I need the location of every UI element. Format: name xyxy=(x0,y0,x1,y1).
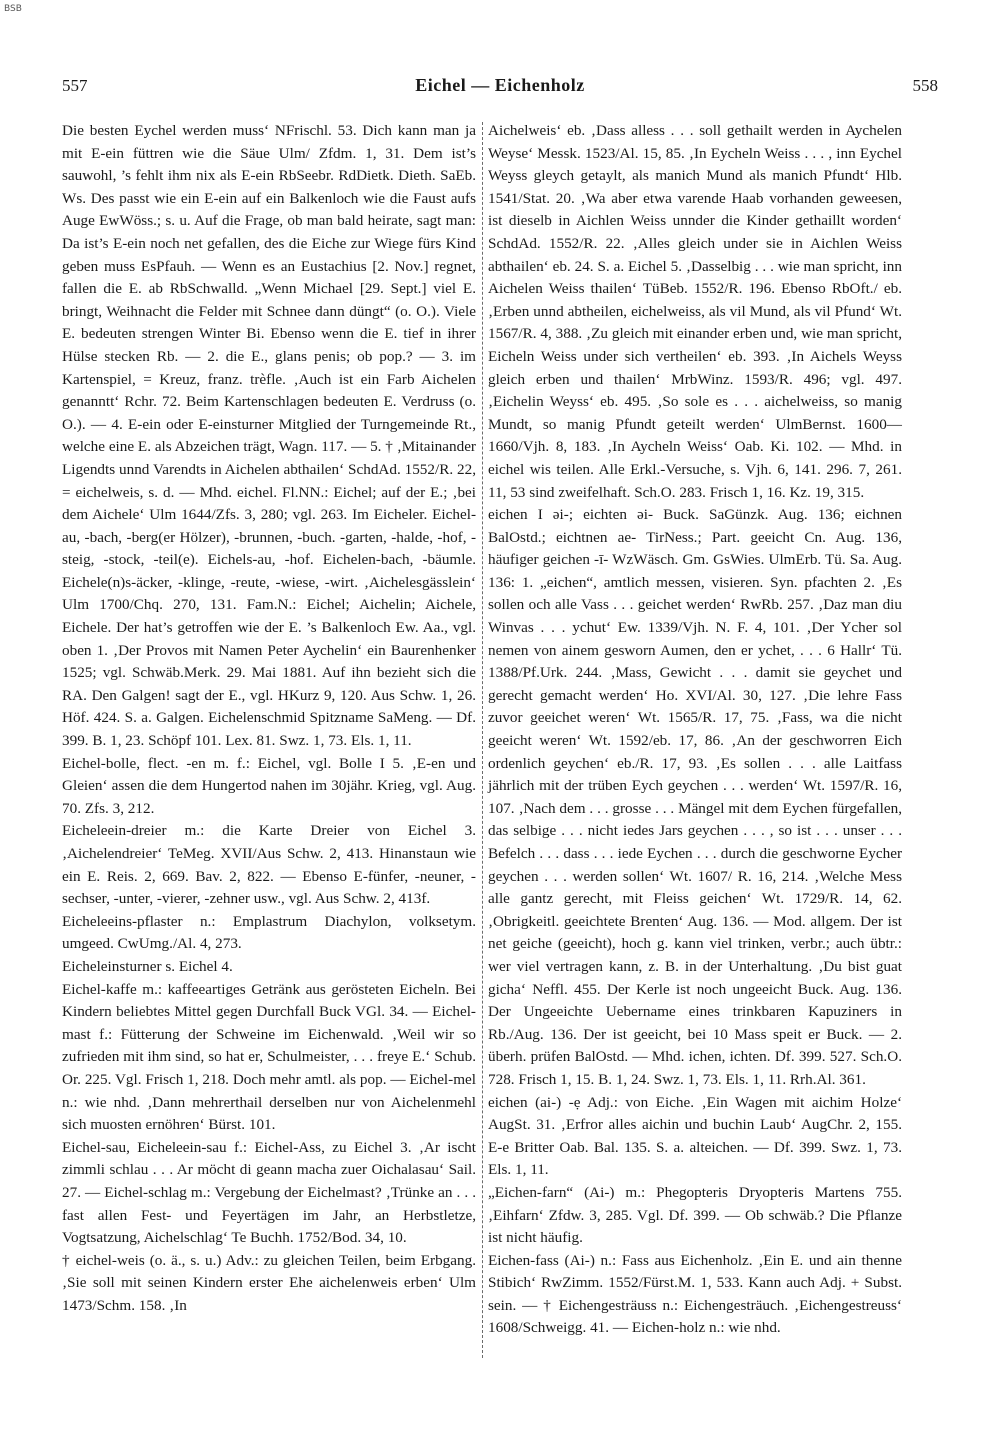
running-title: Eichel — Eichenholz xyxy=(415,75,585,95)
entry-eicheleins-pflaster: Eicheleeins-pflaster n.: Emplastrum Diachylon, volksetym. umgeed. CwUmg./Al. 4, 273. xyxy=(62,912,476,953)
column-divider xyxy=(482,122,483,1358)
entry-eichen-verb: eichen I əi-; eichten əi- Buck. SaGünzk. Aug. 136; eichnen BalOstd.; eichtnen ae- TirNess.; Part. geeicht Cn. Aug. 136, häufiger geichen -ī- WzWäsch. Gm. GsWies. UlmErb. Tü. Sa. Aug. 136: 1. „eichen“, amtlich messen, visieren. Syn. pfachten 2. ‚Es sollen och alle Vass . . . geichet werden‘ RwRb. 257. ‚Daz man diu Winvas . . . ychut‘ Ew. 1339/Vjh. N. F. 4, 101. ‚Der Ycher sol nemen von ainem gesworn Aumen, den er ychet, . . . 6 Hallr‘ Tü. 1388/Pf.Urk. 244. ‚Mass, Gewicht . . . damit sie geychet und gerecht gemacht werden‘ Ho. XVI/Al. 30, 127. ‚Die lehre Fass zuvor geeichet weren‘ Wt. 1565/R. 17, 75. ‚Fass, wa die nicht geeicht weren‘ Wt. 1592/eb. 17, 86. ‚An der geschworren Eich ordenlich geychen‘ eb./R. 17, 93. ‚Es sollen . . . alle Laitfass jährlich mit der trüben Eych geychen . . . werden‘ Wt. 1597/R. 16, 107. ‚Nach dem . . . grosse . . . Mängel mit dem Eychen fürgefallen, das selbige . . . nicht iedes Jars geychen . . . , so ist . . . unser . . . Befelch . . . dass . . . iede Eychen . . . durch die geschworne Eycher geychen . . . werden sollen‘ Wt. 1607/ R. 16, 214. ‚Welche Mess alle gantz gerecht, mit Fleiss geichen‘ Wt. 1729/R. 14, 62. ‚Obrigkeitl. geeichtete Brenten‘ Aug. 136. — Mod. allgem. Der ist net geiche (geeicht), hoch g. kann viel trinken, verbr.; auch übtr.: wer viel vertragen kann, z. B. in der Unterhaltung. ‚Du bist guat gicha‘ Neffl. 455. Der Kerle ist noch ungeeicht Buck. Aug. 136. Der Ungeeichte Uebername eines trinkbaren Kapuziners in Rb./Aug. 136. Der ist geeicht, bei 10 Mass speit er Buck. — 2. überh. prüfen BalOstd. — Mhd. ichen, ichten. Df. 399. 527. Sch.O. 728. Frisch 1, 15. B. 1, 24. Swz. 1, 73. Els. 1, 11. Rrh.Al. 361. xyxy=(488,506,902,1088)
page-number-right: 558 xyxy=(912,76,938,95)
page-header xyxy=(62,76,938,102)
right-column xyxy=(488,120,902,1340)
entry-eichel-weis-continued: Aichelweis‘ eb. ‚Dass alless . . . soll gethailt werden in Aychelen Weyse‘ Messk. 1523/Al. 15, 85. ‚In Eycheln Weiss . . . , inn Eychel Weyss gleych getaylt, als manich Mund als manich Pfundt‘ Hlb. 1541/Stat. 20. ‚Wa aber etwa varende Haab vorhanden geweesen, ist dieselb in Aichlen Weiss unnder die Kinder gethaillt worden‘ SchdAd. 1552/R. 22. ‚Alles gleich under sie in Aichlen Weiss abthailen‘ eb. 24. S. a. Eichel 5. ‚Dasselbig . . . wie man spricht, inn Aichelen Weiss thailen‘ TüBeb. 1552/R. 196. Ebenso RbOft./ eb. ‚Erben unnd abtheilen, eichelweiss, als vil Mund, als vil Pfund‘ Wt. 1567/R. 4, 388. ‚Zu gleich mit einander erben und, wie man spricht, Eicheln Weiss under sich vertheilen‘ eb. 393. ‚In Aichels Weyss gleich erben und thailen‘ MrbWinz. 1593/R. 496; vgl. 497. ‚Eichelin Weyss‘ eb. 495. ‚So sole es . . . aichelweiss, so manig Mundt, so manig Pfundt geteilt werden‘ UlmBernst. 1600—1660/Vjh. 8, 183. ‚In Aycheln Weiss‘ Oab. Ki. 102. — Mhd. in eichel wis teilen. Alle Erkl.-Versuche, s. Vjh. 6, 141. 296. 7, 261. 11, 53 sind zweifelhaft. Sch.O. 283. Frisch 1, 16. Kz. 19, 315. xyxy=(488,122,902,501)
entry-eichel-sau: Eichel-sau, Eicheleein-sau f.: Eichel-Ass, zu Eichel 3. ‚Ar ischt zimmli schlau . . . Ar möcht di geann macha zuer Oichalasau‘ Sail. 27. — Eichel-schlag m.: Vergebung der Eichelmast? ‚Trünke an . . . fast allen Fest- und Feyertägen im Jahr, an Herbstletze, Vogtsatzung, Aichelschlag‘ Te Buchh. 1752/Bod. 34, 10. xyxy=(62,1138,476,1247)
entry-eichen-farn: „Eichen-farn“ (Ai-) m.: Phegopteris Dryopteris Martens 755. ‚Eihfarn‘ Zfdw. 3, 285. Vgl. Df. 399. — Ob schwäb.? Die Pflanze ist nicht häufig. xyxy=(488,1183,902,1247)
entry-eichel-kaffe: Eichel-kaffe m.: kaffeeartiges Getränk aus gerösteten Eicheln. Bei Kindern beliebtes Mittel gegen Durchfall Buck VGl. 34. — Eichel-mast f.: Fütterung der Schweine im Eichenwald. ‚Weil wir so zufrieden mit ihm sind, so hat er, Schulmeister, . . . freye E.‘ Schub. Or. 225. Vgl. Frisch 1, 218. Doch mehr amtl. als pop. — Eichel-mel n.: wie nhd. ‚Dann mehrerthail derselben nur von Aichelenmehl sich muosten ernöhren‘ Bürst. 101. xyxy=(62,980,476,1134)
entry-eichen-fass: Eichen-fass (Ai-) n.: Fass aus Eichenholz. ‚Ein E. und ain thenne Stibich‘ RwZimm. 1552/Fürst.M. 1, 533. Kann auch Adj. + Subst. sein. — † Eichengesträuss n.: Eichengesträuch. ‚Eichengestreuss‘ 1608/Schweigg. 41. — Eichen-holz n.: wie nhd. xyxy=(488,1251,902,1337)
library-stamp: BSB xyxy=(4,4,22,14)
entry-eichel-bolle: Eichel-bolle, flect. -en m. f.: Eichel, vgl. Bolle I 5. ‚E-en und Gleien‘ assen die dem Hungertod nahen im 30jähr. Krieg, vgl. Aug. 70. Zfs. 3, 212. xyxy=(62,754,476,817)
page-number-left: 557 xyxy=(62,76,88,95)
entry-eichen-adj: eichen (ai-) -ẹ Adj.: von Eiche. ‚Ein Wagen mit aichim Holze‘ AugSt. 31. ‚Erfror alles aichin und buchin Laub‘ AugChr. 2, 155. E-e Britter Oab. Bal. 135. S. a. alteichen. — Df. 399. Swz. 1, 73. Els. 1, 11. xyxy=(488,1093,902,1179)
entry-eichel-weis: † eichel-weis (o. ä., s. u.) Adv.: zu gleichen Teilen, beim Erbgang. ‚Sie soll mit seinen Kindern erster Ehe aichelenweis erben‘ Ulm 1473/Schm. 158. ‚In xyxy=(62,1251,476,1314)
entry-eicheleinsturner: Eicheleinsturner s. Eichel 4. xyxy=(62,957,233,975)
entry-eichel-continued: Die besten Eychel werden muss‘ NFrischl. 53. Dich kann man ja mit E-ein füttren wie die Säue Ulm/ Zfdm. 1, 31. Dem ist’s sauwohl, ’s fehlt ihm nix als E-ein RbSeebr. RdDietk. Dieth. SaEb. Ws. Des passt wie ein E-ein auf ein Balkenloch wie die Faust aufs Auge EwWöss.; s. u. Auf die Frage, ob man bald heirate, sagt man: Da ist’s E-ein noch net gefallen, des die Eiche zur Wiege fürs Kind geben muss EsPfauh. — Wenn es an Eustachius [2. Nov.] regnet, fallen die E. ab RbSchwalld. „Wenn Michael [29. Sept.] viel E. bringt, Weihnacht die Felder mit Schnee dann düngt“ (o. O.). Viele E. bedeuten strengen Winter Bi. Ebenso wenn die E. tief in ihrer Hülse stecken Rb. — 2. die E., glans penis; ob pop.? — 3. im Kartenspiel, = Kreuz, franz. trèfle. ‚Auch ist ein Farb Aichelen genanntt‘ Rchr. 72. Beim Kartenschlagen bedeuten E. Verdruss (o. O.). — 4. E-ein oder E-einsturner Mitglied der Turngemeinde Rt., welche eine E. als Abzeichen trägt, Wagn. 117. — 5. † ‚Mitainander Ligendts unnd Varendts in Aichelen abthailen‘ SchdAd. 1552/R. 22, = eichelweis, s. d. — Mhd. eichel. Fl.NN.: Eichel; auf der E.; ‚bei dem Aichele‘ Ulm 1644/Zfs. 3, 280; vgl. 263. Im Eicheler. Eichel-au, -bach, -berg(er Hölzer), -brunnen, -buch. -garten, -halde, -hof, -steig, -stock, -teil(e). Eichels-au, -hof. Eichelen-bach, -bäumle. Eichele(n)s-äcker, -klinge, -reute, -wiese, -wirt. ‚Aichelesgässlein‘ Ulm 1700/Chq. 270, 131. Fam.N.: Eichel; Aichelin; Aichele, Eichele. Der hat’s getroffen wie der E. ’s Balkenloch Ew. Aa., vgl. oben 1. ‚Der Provos mit Namen Peter Aychelin‘ ein Baurenhenker 1525; vgl. Schwäb.Merk. 29. Mai 1881. Auf ihn bezieht sich die RA. Den Galgen! sagt der E., vgl. HKurz 9, 120. Aus Schw. 1, 26. Höf. 424. S. a. Galgen. Eichelenschmid Spitzname SaMeng. — Df. 399. B. 1, 23. Schöpf 101. Lex. 81. Swz. 1, 73. Els. 1, 11. xyxy=(62,122,476,750)
left-column xyxy=(62,120,476,1317)
entry-eichelein-dreier: Eicheleein-dreier m.: die Karte Dreier von Eichel 3. ‚Aichelendreier‘ TeMeg. XVII/Aus Schw. 2, 413. Hinanstaun wie ein E. Reis. 2, 669. Bav. 2, 822. — Ebenso E-fünfer, -neuner, -sechser, -unter, -vierer, -zehner usw., vgl. Aus Schw. 2, 413f. xyxy=(62,822,476,908)
